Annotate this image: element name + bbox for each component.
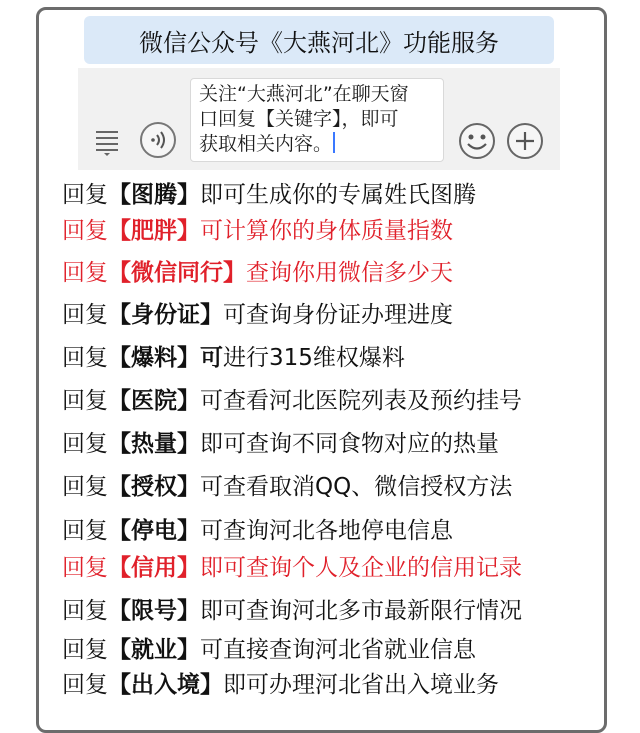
- plus-icon[interactable]: [506, 122, 544, 160]
- item-prefix: 回复: [62, 302, 108, 328]
- voice-icon[interactable]: [140, 122, 176, 158]
- item-desc: 查询你用微信多少天: [246, 260, 453, 286]
- item-desc: 即可查询河北多市最新限行情况: [200, 598, 522, 624]
- item-prefix: 回复: [62, 431, 108, 457]
- menu-icon[interactable]: [92, 126, 122, 156]
- item-prefix: 回复: [62, 345, 108, 371]
- item-desc: 即可查询不同食物对应的热量: [200, 431, 499, 457]
- item-prefix: 回复: [62, 672, 108, 698]
- text-cursor: [333, 132, 335, 153]
- item-desc: 进行315维权爆料: [223, 345, 405, 371]
- item-prefix: 回复: [62, 218, 108, 244]
- list-item: [62, 386, 522, 416]
- item-desc: 即可查询个人及企业的信用记录: [200, 555, 522, 581]
- input-line-2: 口回复【关键字】，即可: [199, 108, 399, 130]
- item-prefix: 回复: [62, 474, 108, 500]
- item-desc: 可查看河北医院列表及预约挂号: [200, 388, 522, 414]
- list-item: [62, 516, 453, 546]
- item-desc: 可直接查询河北省就业信息: [200, 637, 476, 663]
- item-keyword: 【身份证】: [108, 302, 223, 328]
- item-keyword: 【限号】: [108, 598, 200, 624]
- list-item: [62, 300, 453, 330]
- item-prefix: 回复: [62, 555, 108, 581]
- item-keyword: 【肥胖】: [108, 218, 200, 244]
- list-item: [62, 343, 405, 373]
- item-keyword: 【信用】: [108, 555, 200, 581]
- list-item: [62, 216, 453, 246]
- item-desc: 可查看取消QQ、微信授权方法: [200, 474, 513, 500]
- message-input[interactable]: [190, 78, 444, 162]
- input-line-3: 获取相关内容。: [199, 133, 333, 155]
- item-keyword: 【停电】: [108, 518, 200, 544]
- item-desc: 可查询身份证办理进度: [223, 302, 453, 328]
- item-prefix: 回复: [62, 388, 108, 414]
- item-desc: 即可生成你的专属姓氏图腾: [200, 182, 476, 208]
- item-desc: 可计算你的身体质量指数: [200, 218, 453, 244]
- item-keyword: 【就业】: [108, 637, 200, 663]
- list-item: [62, 180, 476, 210]
- input-line-1: 关注“大燕河北”在聊天窗: [199, 83, 409, 105]
- emoji-icon[interactable]: [458, 122, 496, 160]
- item-prefix: 回复: [62, 598, 108, 624]
- list-item: [62, 429, 499, 459]
- item-keyword: 【出入境】: [108, 672, 223, 698]
- item-keyword: 【授权】: [108, 474, 200, 500]
- list-item: [62, 596, 522, 626]
- list-item: [62, 635, 476, 665]
- item-keyword: 【微信同行】: [108, 260, 246, 286]
- item-keyword: 【热量】: [108, 431, 200, 457]
- item-prefix: 回复: [62, 518, 108, 544]
- item-keyword: 【爆料】可: [108, 345, 223, 371]
- item-keyword: 【医院】: [108, 388, 200, 414]
- page-title: [84, 16, 554, 64]
- item-prefix: 回复: [62, 182, 108, 208]
- item-desc: 即可办理河北省出入境业务: [223, 672, 499, 698]
- page-title-text: 微信公众号《大燕河北》功能服务: [139, 28, 499, 57]
- item-prefix: 回复: [62, 637, 108, 663]
- list-item: [62, 472, 512, 502]
- item-prefix: 回复: [62, 260, 108, 286]
- list-item: [62, 258, 453, 288]
- list-item: [62, 553, 522, 583]
- item-keyword: 【图腾】: [108, 182, 200, 208]
- item-desc: 可查询河北各地停电信息: [200, 518, 453, 544]
